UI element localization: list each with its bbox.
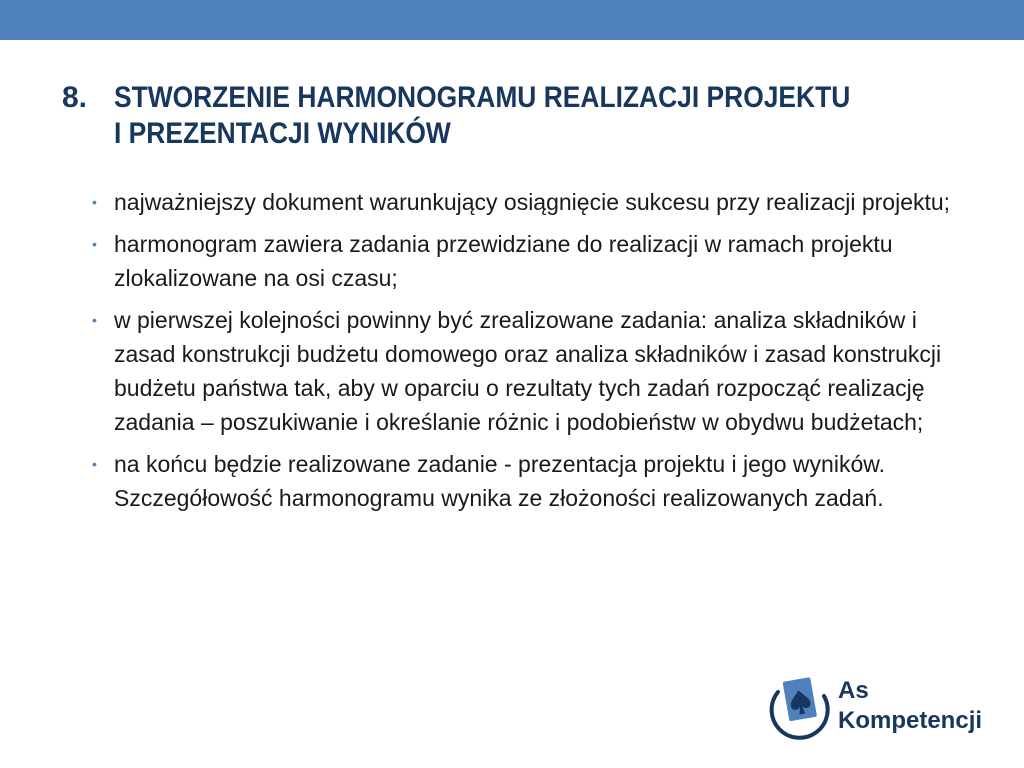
title-number: 8.: [62, 81, 88, 114]
bullet-dot-icon: •: [92, 456, 97, 472]
bullet-item: [90, 227, 960, 295]
top-accent-bar: [0, 0, 1024, 40]
bullet-text: na końcu będzie realizowane zadanie - prezentacja projektu i jego wyników. Szczegółowość harmonogramu wynika ze złożoności realizowanych zadań.: [114, 451, 885, 511]
bullet-text: harmonogram zawiera zadania przewidziane do realizacji w ramach projektu zlokalizowane na osi czasu;: [114, 231, 893, 291]
bullet-item: [90, 185, 960, 219]
as-kompetencji-logo: [766, 670, 1006, 750]
bullet-dot-icon: •: [92, 236, 97, 252]
bullet-dot-icon: •: [92, 194, 97, 210]
bullet-dot-icon: •: [92, 312, 97, 328]
bullet-list: [90, 185, 960, 523]
title-text: STWORZENIE HARMONOGRAMU REALIZACJI PROJEKTU I PREZENTACJI WYNIKÓW: [114, 81, 851, 150]
logo-line-kompetencji: Kompetencji: [838, 707, 983, 734]
logo-text: [838, 676, 982, 736]
logo-line-as: As: [838, 677, 869, 704]
bullet-text: najważniejszy dokument warunkujący osiągnięcie sukcesu przy realizacji projektu;: [114, 189, 951, 215]
slide-title: [62, 80, 962, 152]
bullet-item: [90, 303, 960, 439]
spade-card-icon: [766, 670, 836, 750]
bullet-text: w pierwszej kolejności powinny być zrealizowane zadania: analiza składników i zasad konstrukcji budżetu domowego oraz analiza składników i zasad konstrukcji budżetu państwa tak, aby w oparciu o rezultaty tych zadań rozpocząć realizację zadania – poszukiwanie i określanie różnic i podobieństw w obydwu budżetach;: [114, 307, 942, 435]
bullet-item: [90, 447, 960, 515]
